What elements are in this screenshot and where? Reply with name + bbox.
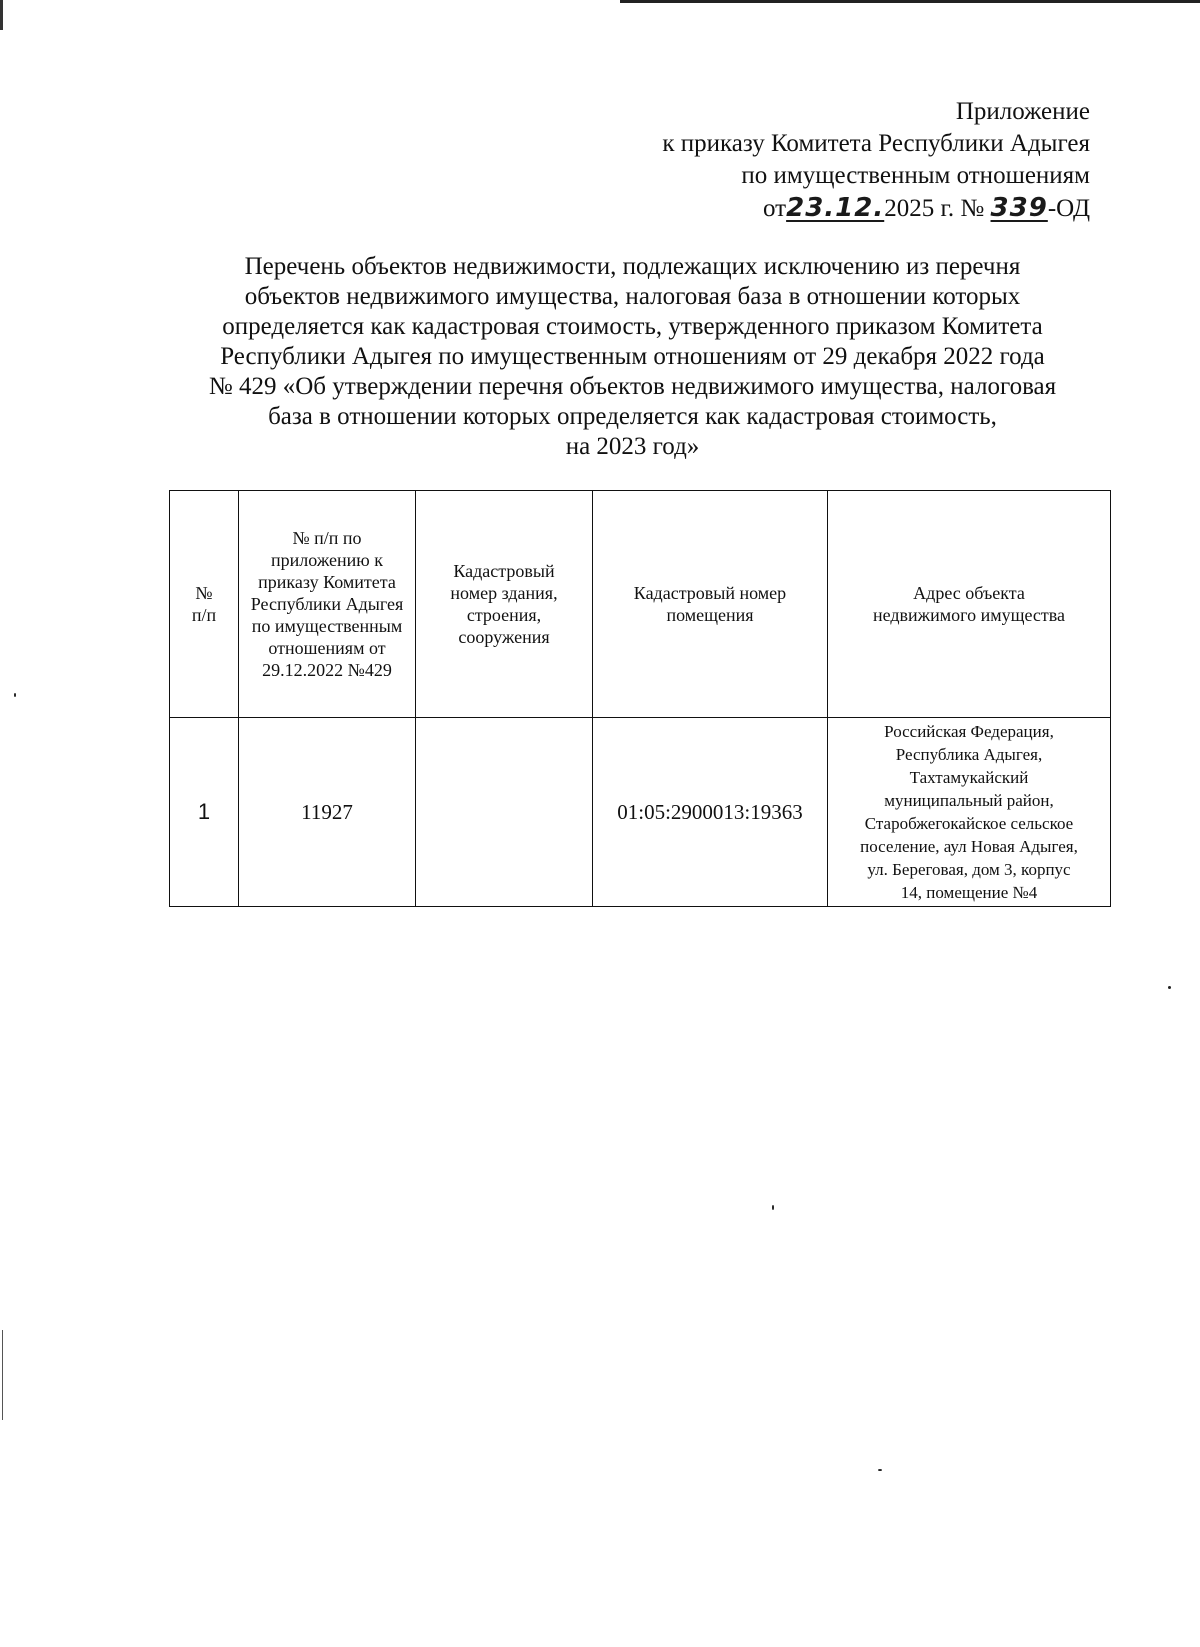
header-address: Адрес объекта недвижимого имущества xyxy=(828,491,1111,718)
scan-speck xyxy=(1168,986,1171,989)
table-row xyxy=(170,718,1111,907)
scan-speck xyxy=(878,1469,882,1471)
handwritten-date: 23.12. xyxy=(786,193,885,223)
title-line: объектов недвижимого имущества, налоговая база в отношении которых xyxy=(244,283,1021,310)
title-line: Перечень объектов недвижимости, подлежащих исключению из перечня xyxy=(244,253,1021,280)
address-line: Республика Адыгея, xyxy=(895,745,1043,764)
address-line: муниципальный район, xyxy=(884,791,1054,810)
title-line: определяется как кадастровая стоимость, утвержденного приказом Комитета xyxy=(222,313,1043,340)
appendix-header xyxy=(662,96,1090,225)
appendix-order-ref: к приказу Комитета Республики Адыгея xyxy=(662,130,1090,157)
header-building-cadastral: Кадастровый номер здания, строения, сооружения xyxy=(416,491,593,718)
date-year: 2025 г. № xyxy=(884,195,985,222)
header-appendix-number: № п/п по приложению к приказу Комитета Республики Адыгея по имущественным отношениям от 29.12.2022 №429 xyxy=(239,491,416,718)
appendix-committee: по имущественным отношениям xyxy=(741,162,1090,189)
address-line: поселение, аул Новая Адыгея, xyxy=(860,837,1078,856)
address-line: Тахтамукайский xyxy=(909,768,1029,787)
appendix-number: 11927 xyxy=(239,718,416,907)
property-address xyxy=(828,718,1111,907)
scan-speck xyxy=(14,693,16,697)
address-line: 14, помещение №4 xyxy=(900,883,1038,902)
date-prefix: от xyxy=(763,195,787,222)
number-suffix: -ОД xyxy=(1047,195,1090,222)
address-line: Старобжегокайское сельское xyxy=(864,814,1074,833)
table-header-row xyxy=(170,491,1111,718)
scan-edge-left-lower xyxy=(2,1330,3,1420)
title-line: на 2023 год» xyxy=(565,433,700,460)
row-number: 1 xyxy=(170,718,239,907)
appendix-title: Приложение xyxy=(955,98,1090,125)
header-premises-cadastral: Кадастровый номер помещения xyxy=(593,491,828,718)
scan-edge-left xyxy=(0,0,3,30)
address-line: ул. Береговая, дом 3, корпус xyxy=(867,860,1071,879)
title-line: Республики Адыгея по имущественным отношениям от 29 декабря 2022 года xyxy=(220,343,1045,370)
scan-edge-top xyxy=(620,0,1200,9)
building-cadastral xyxy=(416,718,593,907)
title-line: № 429 «Об утверждении перечня объектов недвижимого имущества, налоговая xyxy=(208,373,1057,400)
title-line: база в отношении которых определяется как кадастровая стоимость, xyxy=(268,403,997,430)
header-row-number: № п/п xyxy=(170,491,239,718)
scan-speck xyxy=(772,1205,774,1210)
handwritten-number: 339 xyxy=(990,193,1048,223)
appendix-date-number xyxy=(662,192,1090,225)
document-title xyxy=(165,252,1100,462)
premises-cadastral: 01:05:2900013:19363 xyxy=(593,718,828,907)
property-table xyxy=(169,490,1111,907)
address-line: Российская Федерация, xyxy=(884,722,1054,741)
